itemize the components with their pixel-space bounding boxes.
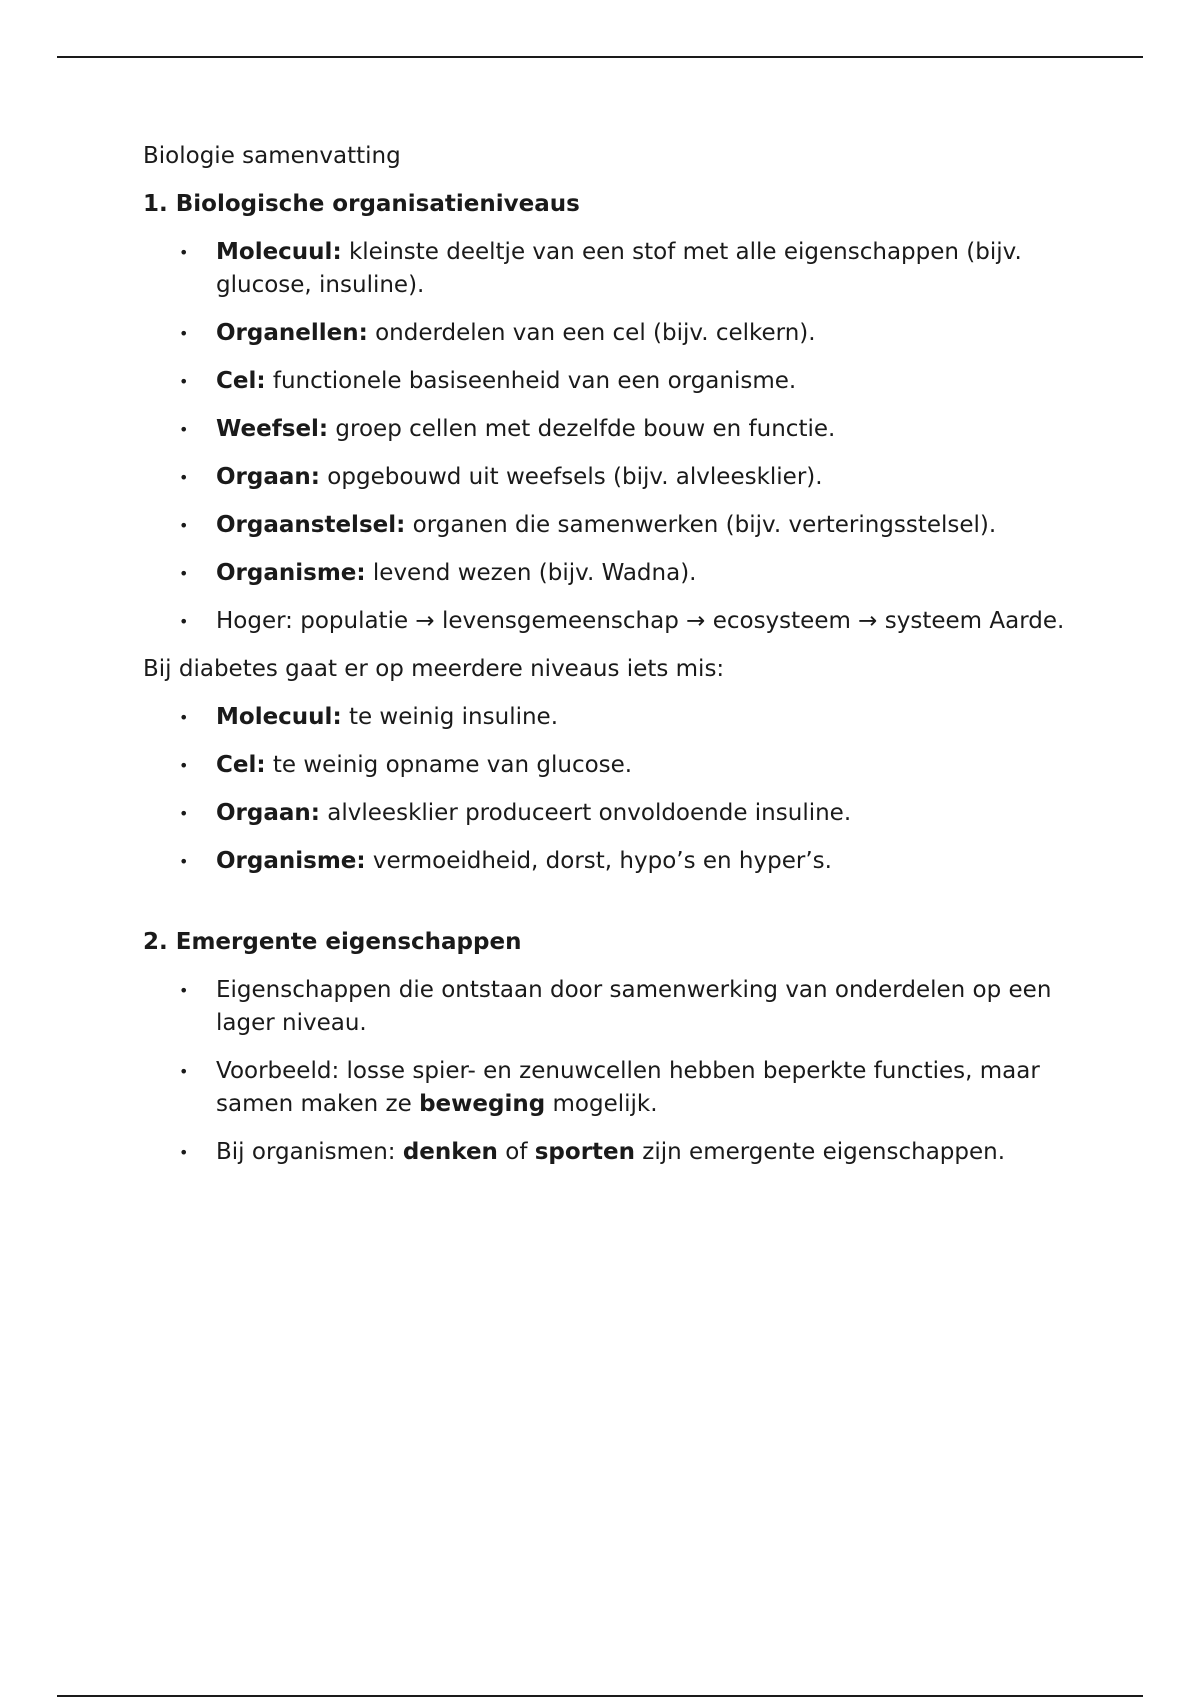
list-item-text: organen die samenwerken (bijv. verteringsstelsel). [405,512,997,538]
list-item-term: Weefsel: [216,416,329,442]
list-item [143,797,1073,830]
list-item-text: zijn emergente eigenschappen. [635,1139,1006,1165]
list-item-text: of [497,1139,535,1165]
list-item-term: Molecuul: [216,239,342,265]
list-item [143,509,1073,542]
bullet-icon: • [179,372,189,391]
list-item-text: onderdelen van een cel (bijv. celkern). [367,320,816,346]
list-item-text: vermoeidheid, dorst, hypo’s en hyper’s. [365,848,832,874]
document-body [143,140,1073,1184]
bullet-icon: • [179,804,189,823]
document-title: Biologie samenvatting [143,143,401,169]
list-item [143,461,1073,494]
bullet-icon: • [179,243,189,262]
list-item [143,701,1073,734]
list-item-text: groep cellen met dezelfde bouw en functie. [328,416,836,442]
list-item-text: opgebouwd uit weefsels (bijv. alvleesklier). [319,464,823,490]
list-item [143,365,1073,398]
bullet-icon: • [179,756,189,775]
list-item-text: te weinig opname van glucose. [265,752,633,778]
list-item-term: Cel: [216,368,266,394]
list-item [143,413,1073,446]
bullet-icon: • [179,564,189,583]
list-item-text: mogelijk. [545,1091,658,1117]
section-heading-organisatieniveaus: 1. Biologische organisatieniveaus [143,191,580,217]
diabetes-intro: Bij diabetes gaat er op meerdere niveaus iets mis: [143,656,725,682]
emphasis-denken: denken [402,1139,498,1165]
bullet-icon: • [179,852,189,871]
bullet-icon: • [179,420,189,439]
list-item-text: Eigenschappen die ontstaan door samenwerking van onderdelen op een lager niveau. [216,977,1052,1036]
bullet-icon: • [179,516,189,535]
list-item-text: te weinig insuline. [341,704,559,730]
diabetes-list [143,701,1073,878]
list-item-text: kleinste deeltje van een stof met alle eigenschappen (bijv. glucose, insuline). [216,239,1022,298]
list-item [143,845,1073,878]
bullet-icon: • [179,324,189,343]
header-rule [57,56,1143,58]
list-item [143,749,1073,782]
bullet-icon: • [179,1143,189,1162]
bullet-icon: • [179,468,189,487]
list-item-text: functionele basiseenheid van een organisme. [265,368,797,394]
list-item-term: Orgaan: [216,464,320,490]
emergente-list [143,974,1073,1169]
list-item [143,236,1073,302]
bullet-icon: • [179,981,189,1000]
list-item [143,605,1073,638]
list-item-text: levend wezen (bijv. Wadna). [365,560,697,586]
footer-rule [57,1695,1143,1697]
list-item-text: Voorbeeld: losse spier- en zenuwcellen hebben beperkte functies, maar samen maken ze [216,1058,1040,1117]
list-item-term: Orgaanstelsel: [216,512,406,538]
emphasis-beweging: beweging [419,1091,546,1117]
bullet-icon: • [179,612,189,631]
list-item-text: Hoger: populatie → levensgemeenschap → ecosysteem → systeem Aarde. [216,608,1065,634]
list-item-term: Organisme: [216,848,366,874]
list-item [143,317,1073,350]
list-item-text: Bij organismen: [216,1139,403,1165]
list-item-term: Organellen: [216,320,368,346]
bullet-icon: • [179,1062,189,1081]
list-item-term: Organisme: [216,560,366,586]
list-item [143,1055,1073,1121]
organisatieniveaus-list [143,236,1073,638]
emphasis-sporten: sporten [534,1139,635,1165]
list-item [143,974,1073,1040]
list-item-term: Orgaan: [216,800,320,826]
list-item [143,1136,1073,1169]
list-item-term: Cel: [216,752,266,778]
bullet-icon: • [179,708,189,727]
section-heading-emergente-eigenschappen: 2. Emergente eigenschappen [143,929,522,955]
list-item-text: alvleesklier produceert onvoldoende insuline. [319,800,852,826]
list-item-term: Molecuul: [216,704,342,730]
list-item [143,557,1073,590]
